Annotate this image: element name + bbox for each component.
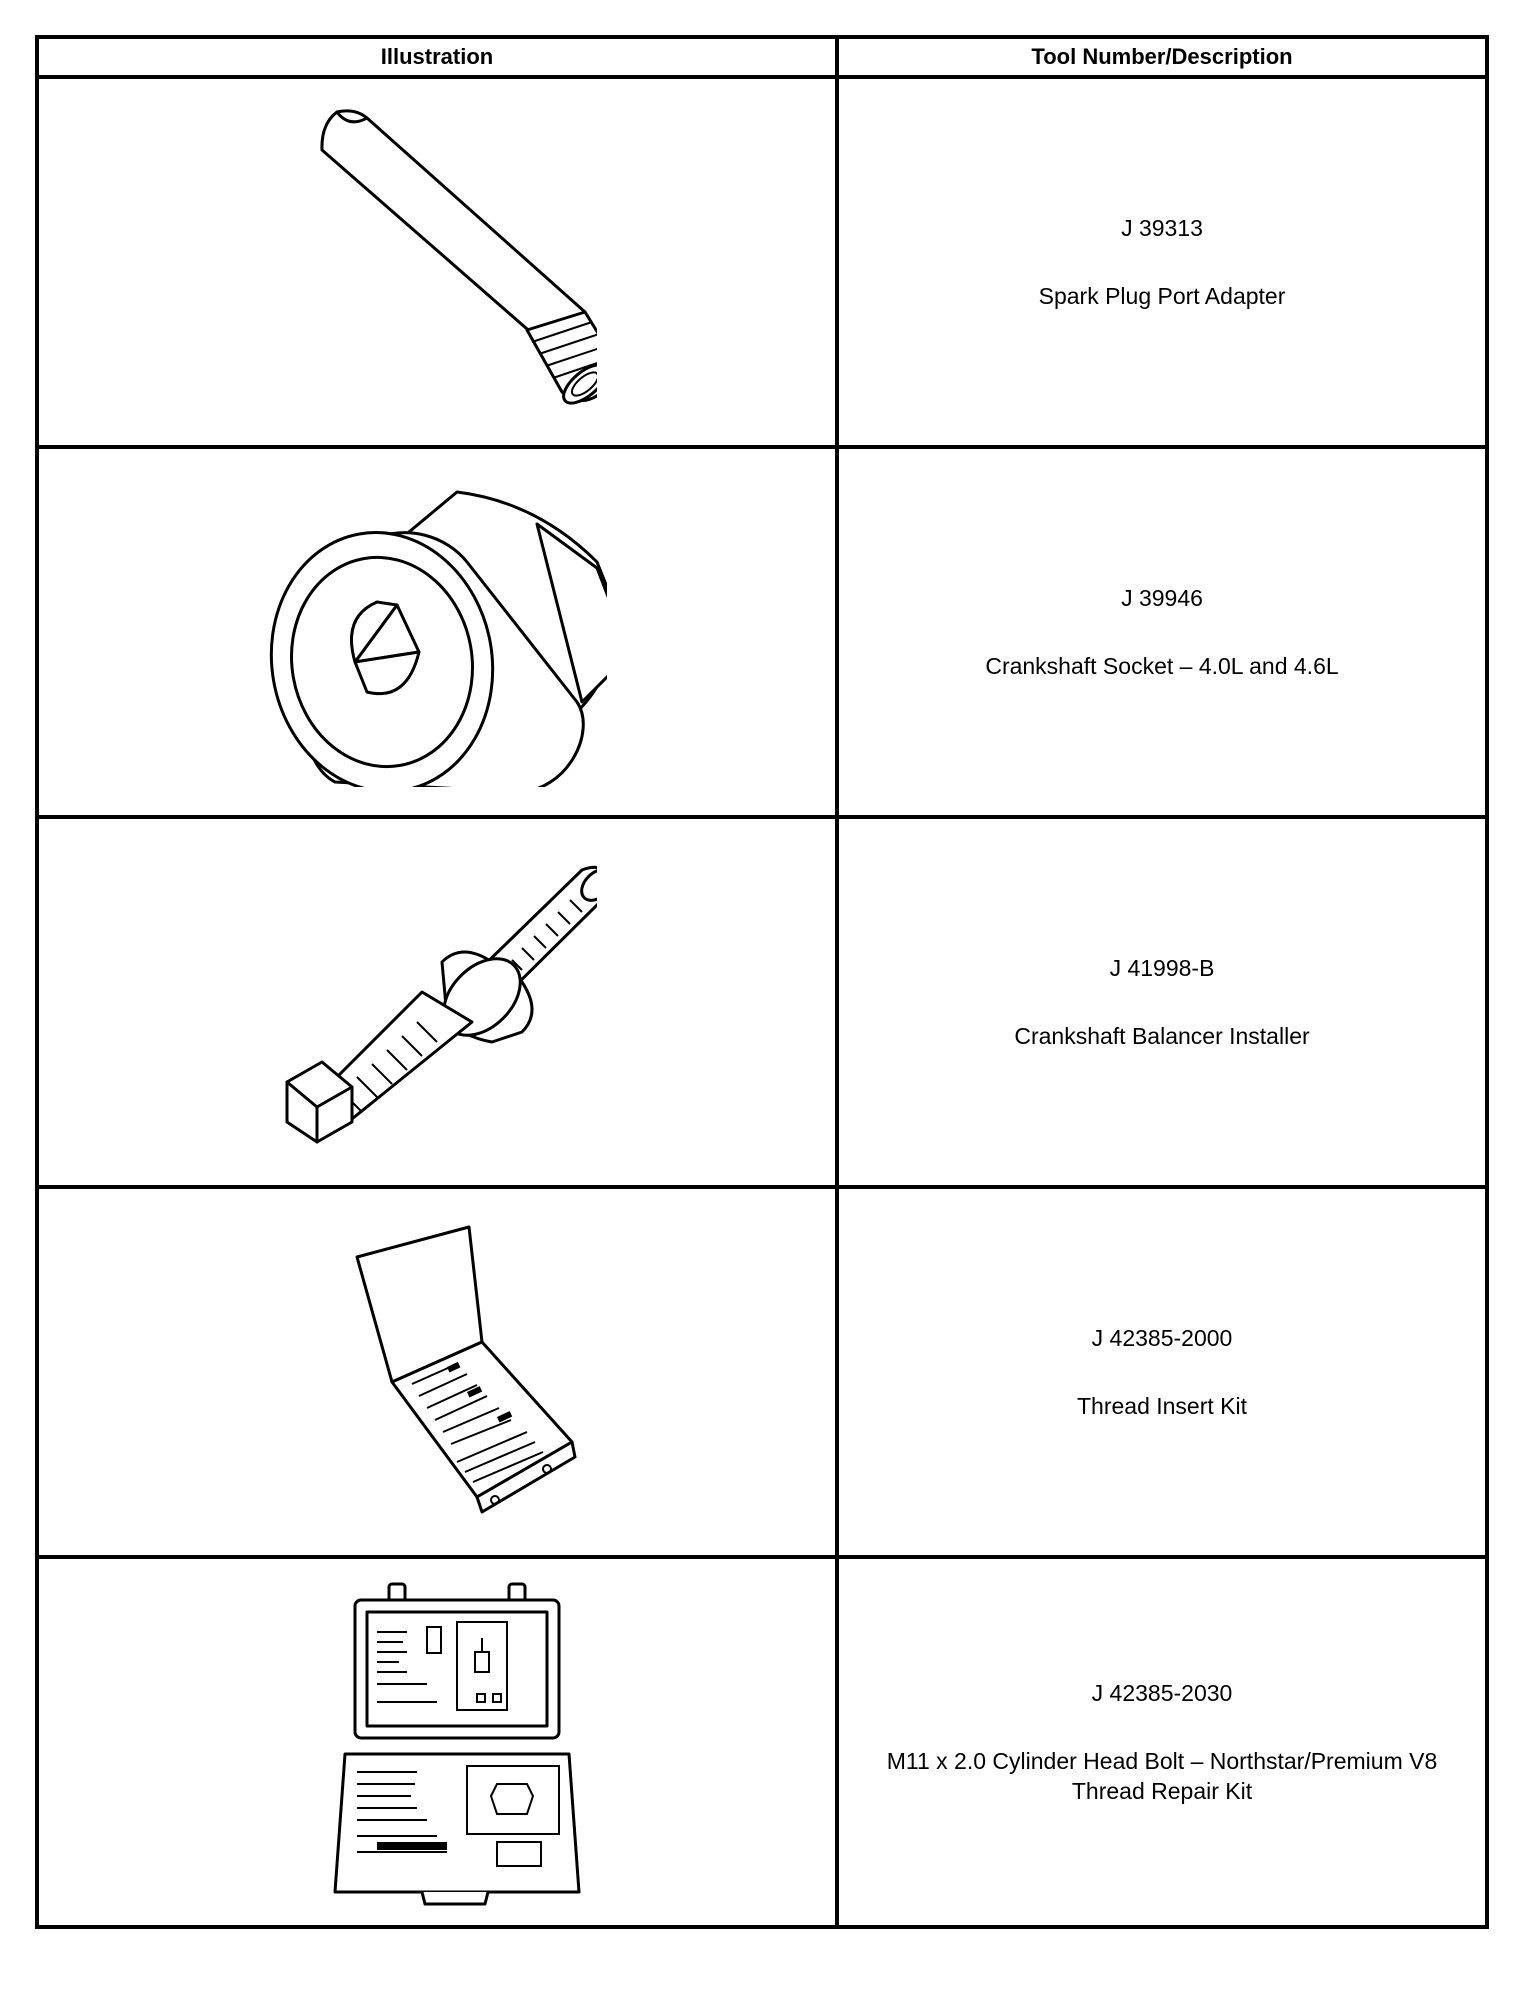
crankshaft-socket-icon [267,477,607,787]
table-row [37,77,1487,447]
tool-description: Crankshaft Balancer Installer [1014,1023,1310,1049]
table-row [37,1557,1487,1927]
tool-description: M11 x 2.0 Cylinder Head Bolt – Northstar/Premium V8 Thread Repair Kit [886,1748,1438,1804]
tool-number: J 39313 [1121,215,1203,241]
tool-description-cell [837,77,1487,447]
spark-plug-port-adapter-icon [277,107,597,417]
illustration-cell [37,447,837,817]
illustration-cell [37,77,837,447]
tool-description-cell [837,1557,1487,1927]
tool-column-header: Tool Number/Description [837,37,1487,77]
tool-number: J 41998-B [1109,955,1215,981]
tool-number: J 42385-2000 [1091,1325,1233,1351]
tool-number: J 39946 [1121,585,1203,611]
illustration-cell [37,817,837,1187]
illustration-cell [37,1187,837,1557]
tool-description-cell [837,817,1487,1187]
balancer-installer-icon [277,847,597,1157]
tool-description: Thread Insert Kit [1076,1393,1248,1419]
tool-description-cell [837,1187,1487,1557]
table-header-row [37,37,1487,77]
tool-description: Spark Plug Port Adapter [1038,283,1286,309]
table-row [37,447,1487,817]
tool-description: Crankshaft Socket – 4.0L and 4.6L [985,653,1339,679]
illustration-column-header: Illustration [37,37,837,77]
tool-description-cell [837,447,1487,817]
thread-insert-kit-icon [277,1217,597,1527]
table-row [37,817,1487,1187]
illustration-cell [37,1557,837,1927]
table-row [37,1187,1487,1557]
thread-repair-kit-case-icon [277,1572,597,1912]
tool-number: J 42385-2030 [1091,1680,1233,1706]
special-tools-table [35,35,1489,1929]
